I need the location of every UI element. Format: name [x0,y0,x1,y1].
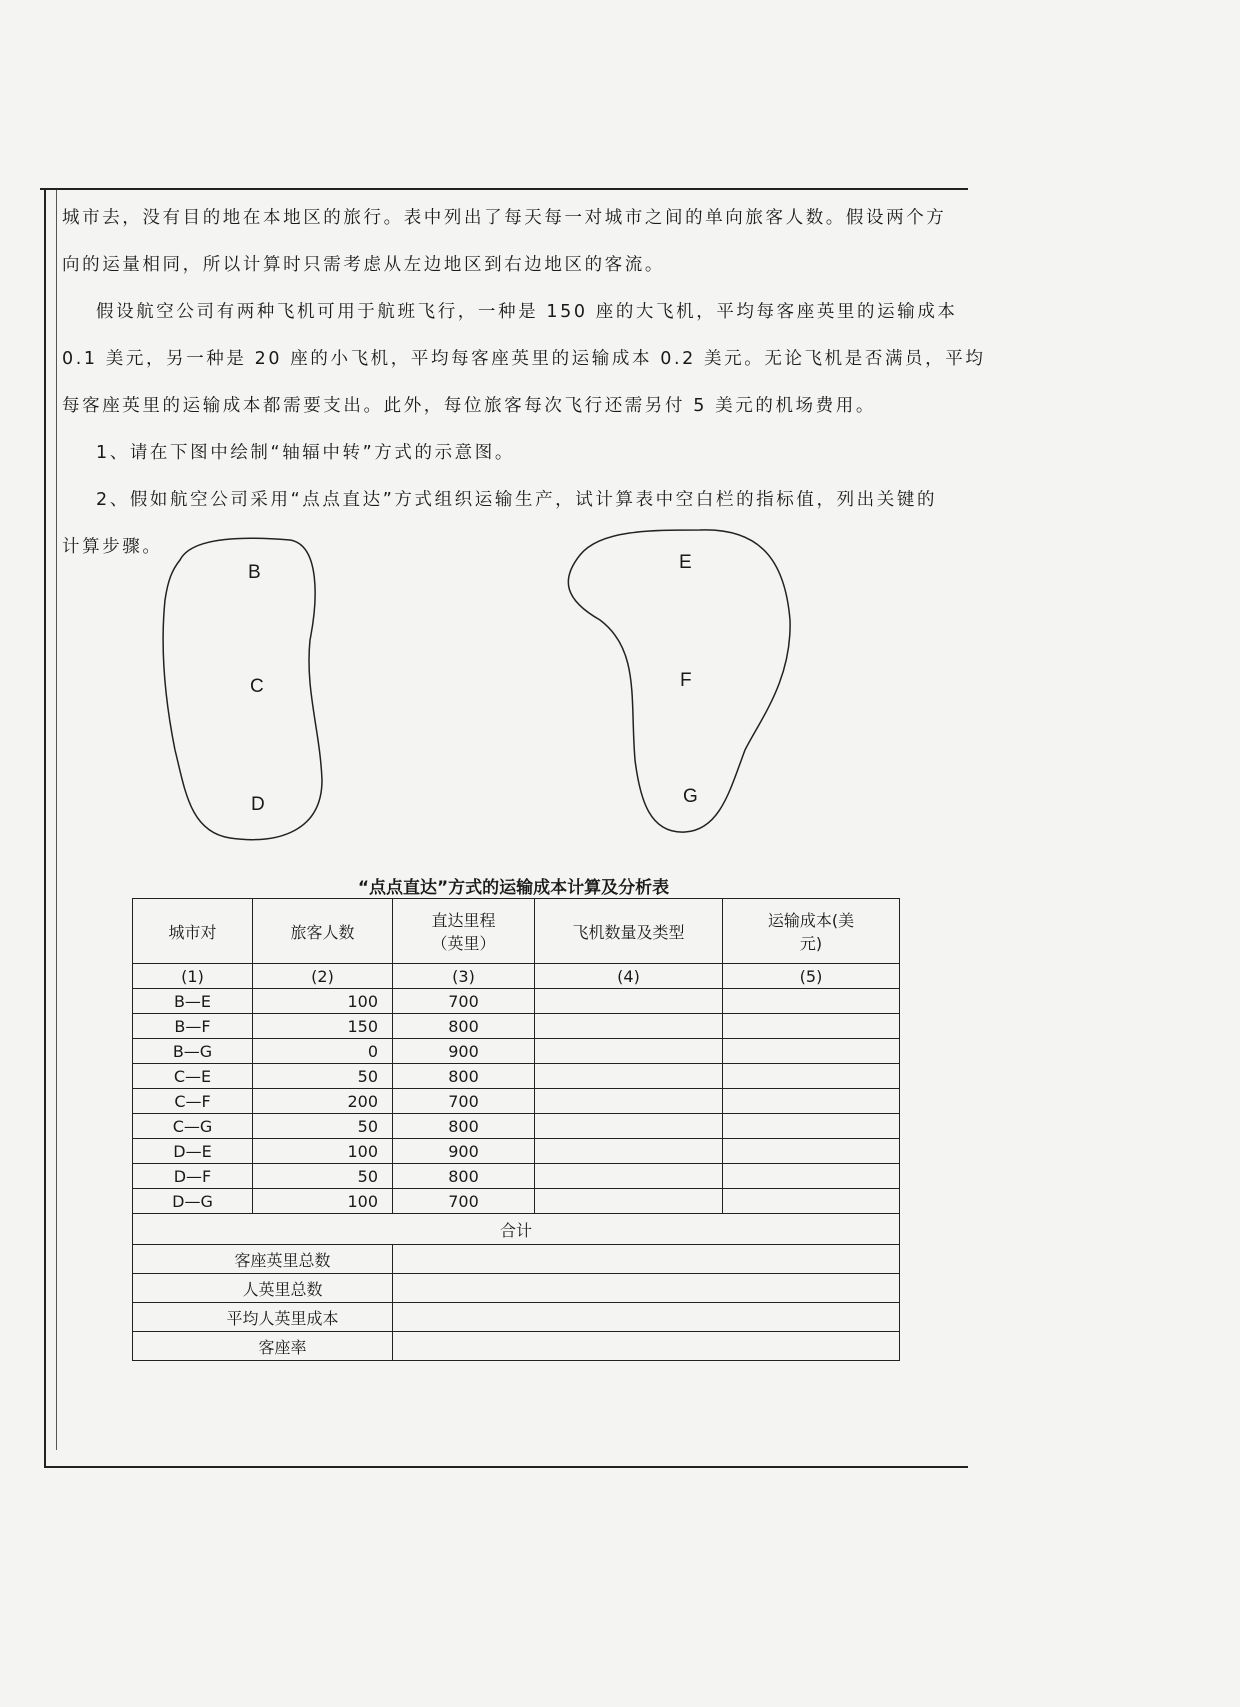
city-pair: B—F [133,1014,253,1039]
cost-analysis-table [132,898,900,1361]
table-row [133,989,900,1014]
table-row [133,1114,900,1139]
summary-row [133,1274,900,1303]
city-e-label: E [679,552,692,573]
paragraph-line: 城市去，没有目的地在本地区的旅行。表中列出了每天每一对城市之间的单向旅客人数。假设两个方 [62,208,947,228]
left-region-outline [163,538,322,839]
summary-value-cell[interactable] [393,1303,900,1332]
cost-cell[interactable] [723,1189,900,1214]
header-cost: 运输成本(美元) [723,899,900,964]
miles: 700 [393,1189,535,1214]
table-row [133,1014,900,1039]
miles: 700 [393,1089,535,1114]
summary-value-cell[interactable] [393,1245,900,1274]
passengers: 50 [253,1064,393,1089]
miles: 900 [393,1039,535,1064]
cost-cell[interactable] [723,1139,900,1164]
paragraph-line: 假设航空公司有两种飞机可用于航班飞行，一种是 150 座的大飞机，平均每客座英里的运输成本 [96,302,958,322]
passengers: 100 [253,1139,393,1164]
summary-value-cell[interactable] [393,1332,900,1361]
summary-row [133,1303,900,1332]
header-miles: 直达里程（英里） [393,899,535,964]
aircraft-cell[interactable] [535,1014,723,1039]
header-city-pair: 城市对 [133,899,253,964]
summary-label: 人英里总数 [133,1274,393,1303]
aircraft-cell[interactable] [535,1139,723,1164]
miles: 800 [393,1064,535,1089]
table-row [133,1039,900,1064]
table-row [133,1139,900,1164]
city-c-label: C [250,676,264,697]
paragraph-line: 0.1 美元，另一种是 20 座的小飞机，平均每客座英里的运输成本 0.2 美元。无论飞机是否满员，平均 [62,349,986,369]
col-number: (4) [535,964,723,989]
question-2: 2、假如航空公司采用“点点直达”方式组织运输生产，试计算表中空白栏的指标值，列出关键的 [96,490,938,510]
question-1: 1、请在下图中绘制“轴辐中转”方式的示意图。 [96,443,515,463]
passengers: 100 [253,989,393,1014]
city-pair: D—G [133,1189,253,1214]
miles: 800 [393,1014,535,1039]
summary-value-cell[interactable] [393,1274,900,1303]
miles: 900 [393,1139,535,1164]
miles: 700 [393,989,535,1014]
cost-cell[interactable] [723,1014,900,1039]
col-number: (1) [133,964,253,989]
total-row: 合计 [133,1214,900,1245]
passengers: 50 [253,1164,393,1189]
passengers: 0 [253,1039,393,1064]
cost-cell[interactable] [723,1064,900,1089]
city-g-label: G [683,786,698,807]
city-pair: B—E [133,989,253,1014]
table-title: “点点直达”方式的运输成本计算及分析表 [357,878,670,898]
cost-cell[interactable] [723,1089,900,1114]
col-number: (2) [253,964,393,989]
cost-cell[interactable] [723,1039,900,1064]
passengers: 150 [253,1014,393,1039]
summary-row [133,1245,900,1274]
city-f-label: F [680,670,692,691]
paragraph-line: 向的运量相同，所以计算时只需考虑从左边地区到右边地区的客流。 [62,255,665,275]
aircraft-cell[interactable] [535,1064,723,1089]
cost-cell[interactable] [723,1114,900,1139]
city-d-label: D [251,794,265,815]
miles: 800 [393,1164,535,1189]
cost-cell[interactable] [723,989,900,1014]
aircraft-cell[interactable] [535,1039,723,1064]
city-pair: C—F [133,1089,253,1114]
table-row [133,1164,900,1189]
aircraft-cell[interactable] [535,1114,723,1139]
city-pair: D—E [133,1139,253,1164]
aircraft-cell[interactable] [535,989,723,1014]
summary-row [133,1332,900,1361]
city-pair: D—F [133,1164,253,1189]
aircraft-cell[interactable] [535,1189,723,1214]
miles: 800 [393,1114,535,1139]
table-row [133,1189,900,1214]
summary-label: 平均人英里成本 [133,1303,393,1332]
header-passengers: 旅客人数 [253,899,393,964]
aircraft-cell[interactable] [535,1089,723,1114]
table-row [133,1089,900,1114]
header-aircraft: 飞机数量及类型 [535,899,723,964]
paragraph-line: 每客座英里的运输成本都需要支出。此外，每位旅客每次飞行还需另付 5 美元的机场费用。 [62,396,876,416]
cost-cell[interactable] [723,1164,900,1189]
passengers: 100 [253,1189,393,1214]
paragraph-line: 计算步骤。 [62,537,163,557]
col-number: (3) [393,964,535,989]
city-pair: C—E [133,1064,253,1089]
table-row [133,1064,900,1089]
aircraft-cell[interactable] [535,1164,723,1189]
summary-label: 客座英里总数 [133,1245,393,1274]
summary-label: 客座率 [133,1332,393,1361]
col-number: (5) [723,964,900,989]
city-pair: B—G [133,1039,253,1064]
city-b-label: B [248,562,261,583]
passengers: 200 [253,1089,393,1114]
city-pair: C—G [133,1114,253,1139]
passengers: 50 [253,1114,393,1139]
